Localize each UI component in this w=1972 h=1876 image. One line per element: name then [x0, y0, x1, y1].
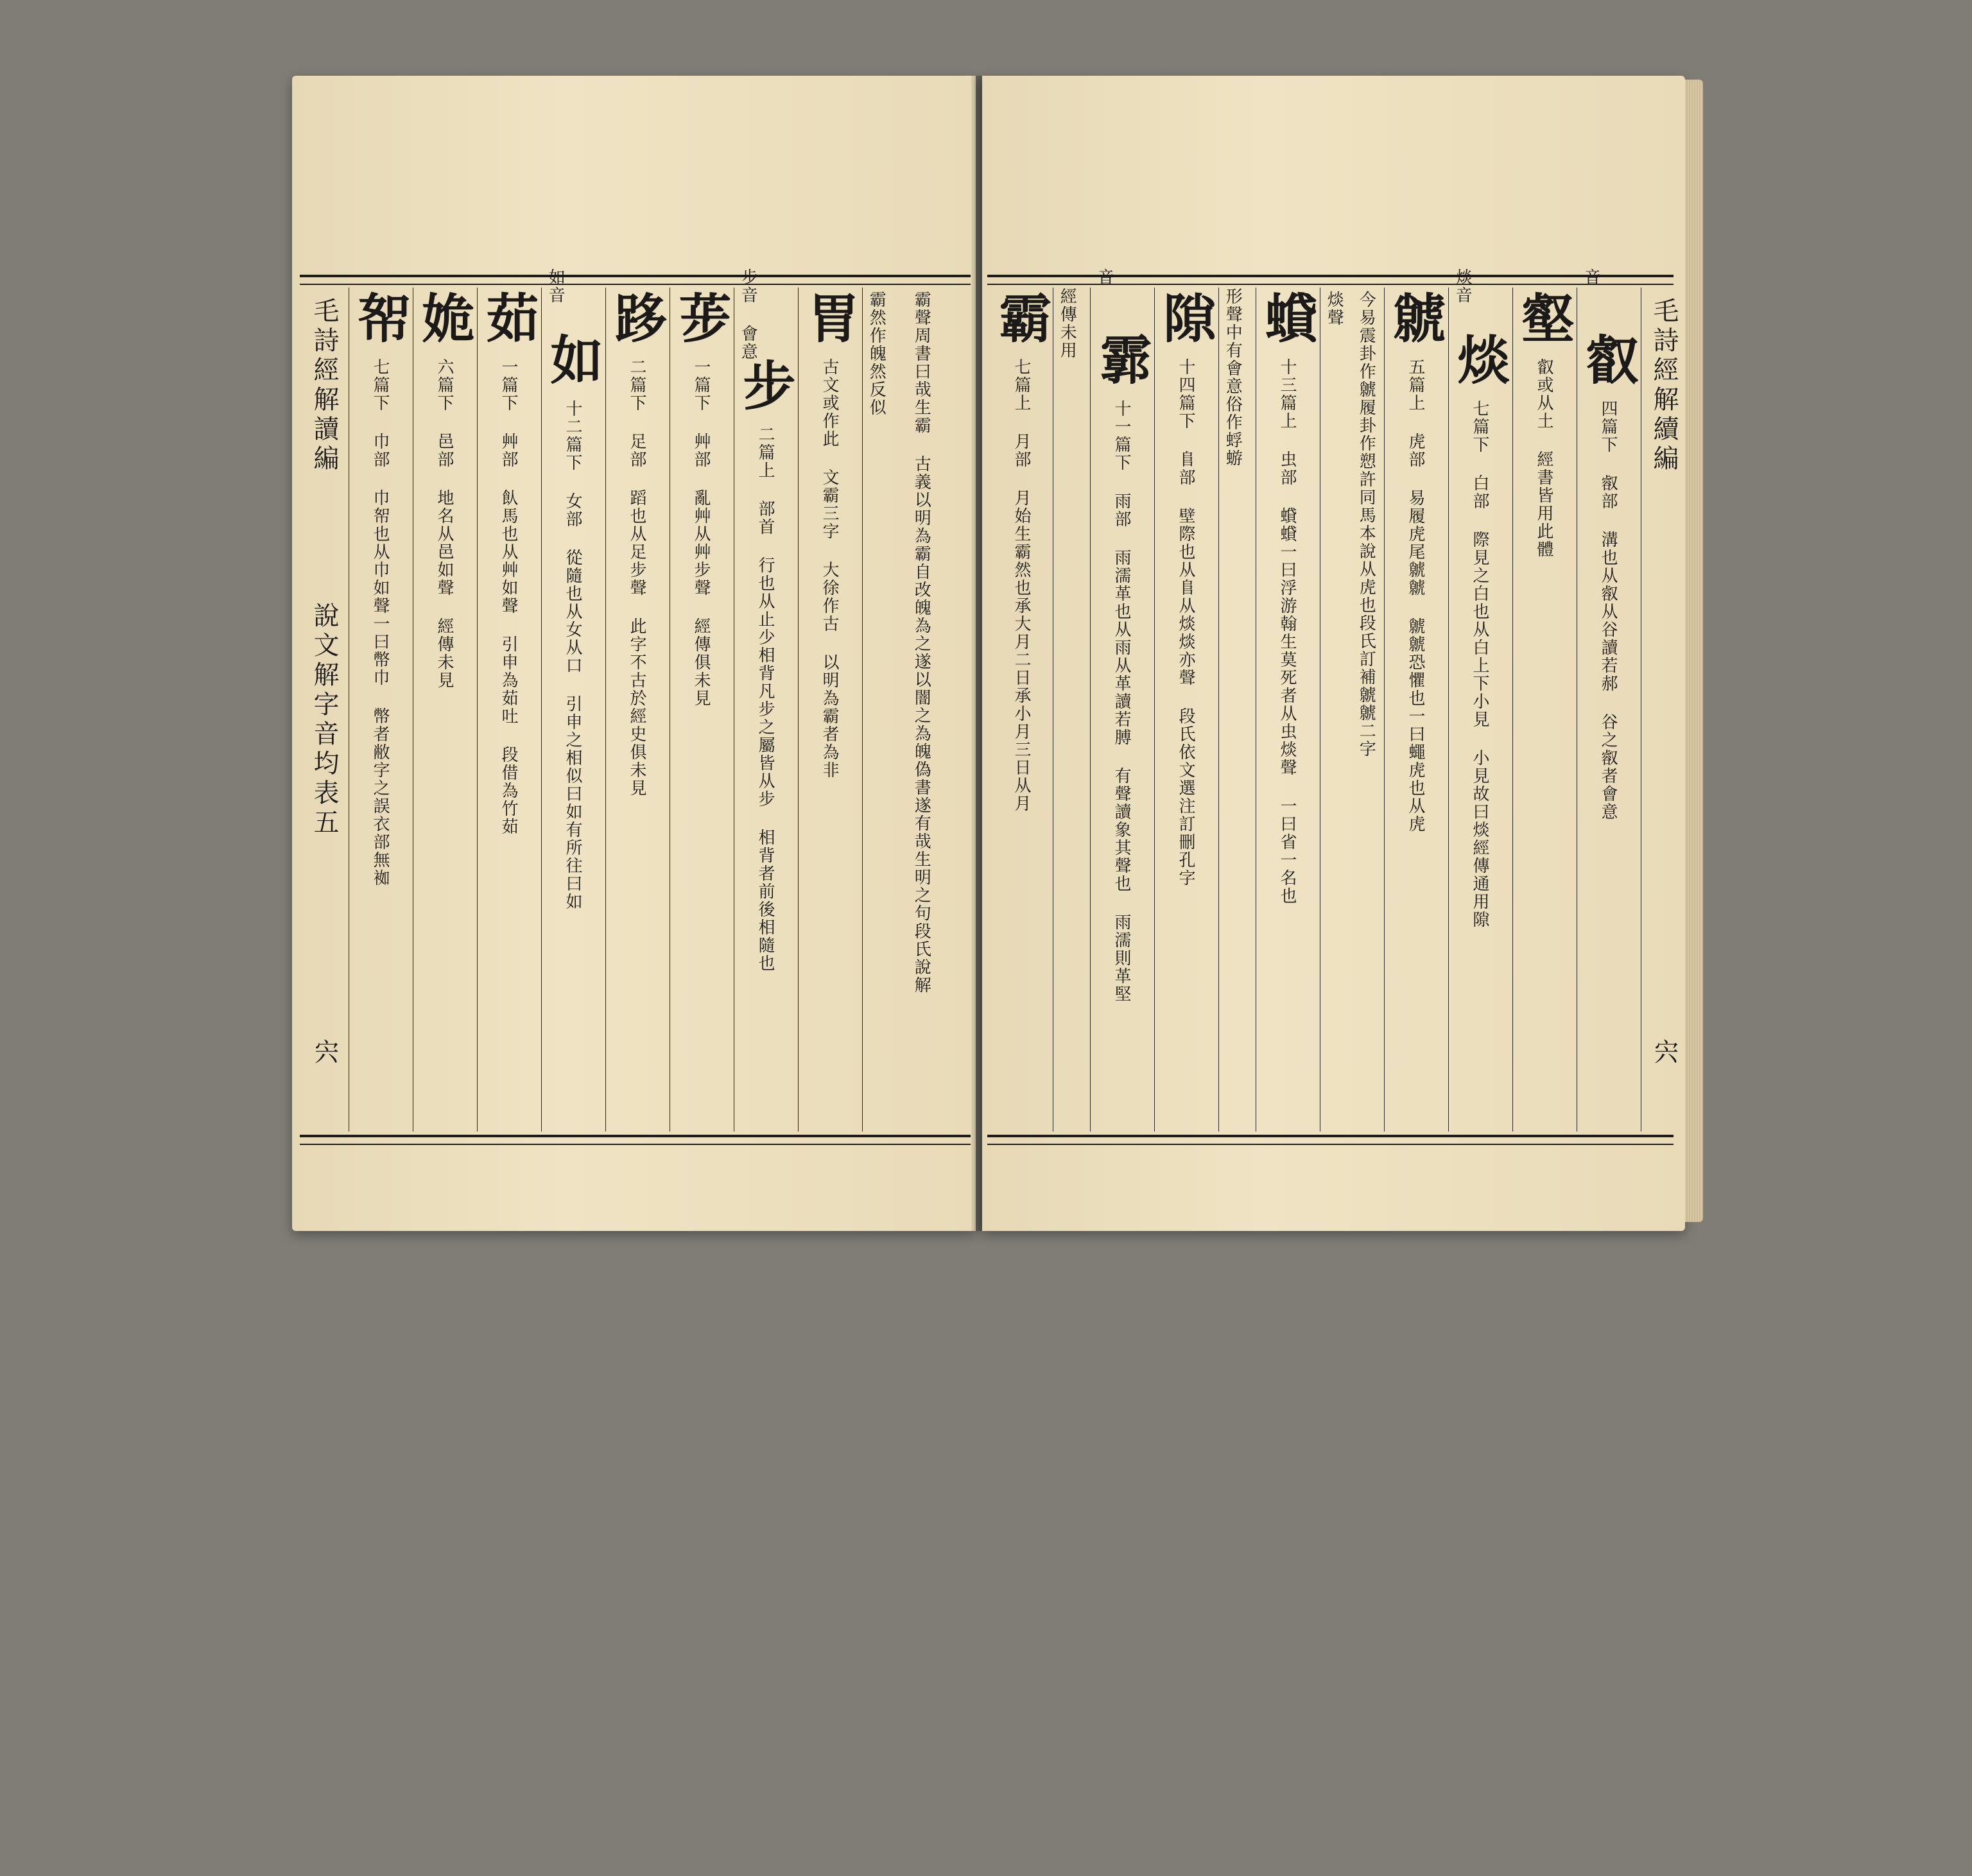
annotation: 十二篇下 女部 從隨也从女从口 引申之相似曰如有所往曰如	[563, 400, 582, 911]
top-frame-rule	[987, 275, 1674, 285]
column-rule	[541, 288, 542, 1132]
pronunciation-label: 㷋音	[1453, 268, 1473, 304]
text-column	[1325, 291, 1342, 1128]
annotation: 七篇下 巾部 巾帤也从巾如聲一曰幣巾 幣者敝字之誤衣部無袽	[370, 358, 390, 887]
right-page	[982, 76, 1685, 1231]
annotation: 十一篇下 雨部 雨濡革也从雨从革讀若膊 有聲讀象其聲也 雨濡則革堅	[1112, 400, 1131, 1003]
pronunciation-label: 㷋聲	[1324, 291, 1344, 327]
open-book	[292, 76, 1685, 1231]
text-column	[670, 291, 732, 1128]
headword: 帤	[349, 291, 411, 346]
annotation: 叡或从土 經書皆用此體	[1534, 358, 1553, 558]
pronunciation-label: 音	[1581, 268, 1601, 286]
margin-subtitle-text: 說文解字音均表五	[309, 602, 339, 838]
column-rule	[1384, 288, 1385, 1132]
annotation: 七篇下 白部 際見之白也从白上下小見 小見故曰㷋經傳通用隙	[1470, 400, 1489, 929]
headword: 霸	[990, 291, 1052, 346]
annotation: 霸聲周書曰哉生霸 古義以明為霸自改魄為之遂以闇之為魄偽書遂有哉生明之句段氏說解	[912, 291, 931, 994]
column-rule	[1512, 288, 1513, 1132]
annotation: 一篇下 艸部 亂艸从艸步聲 經傳俱未見	[691, 358, 711, 707]
annotation: 七篇上 月部 月始生霸然也承大月二日承小月三日从月	[1012, 358, 1031, 813]
column-rule	[1218, 288, 1219, 1132]
pronunciation-label: 形聲中有會意俗作蜉蝣	[1223, 288, 1243, 467]
margin-title	[1646, 297, 1682, 1135]
annotation: 一篇下 艸部 飤馬也从艸如聲 引申為茹吐 段借為竹茹	[499, 358, 518, 836]
text-column	[1058, 288, 1075, 1125]
left-page	[292, 76, 976, 1231]
annotation: 五篇上 虎部 易履虎尾虩虩 虩虩恐懼也一曰蠅虎也从虎	[1406, 358, 1425, 833]
folio-number	[306, 1038, 343, 1876]
column-rule	[477, 288, 478, 1132]
bottom-frame-rule	[300, 1135, 971, 1145]
text-column	[1385, 291, 1446, 1128]
column-rule	[605, 288, 606, 1132]
pronunciation-label: 音	[1094, 268, 1114, 286]
headword: 壑	[1513, 291, 1575, 346]
text-column	[1357, 291, 1374, 1128]
margin-title-text: 毛詩經解續編	[1649, 297, 1679, 474]
text-column	[734, 358, 796, 1196]
text-column	[1224, 288, 1241, 1125]
headword: 姽	[413, 291, 475, 346]
text-column	[1155, 291, 1216, 1128]
pronunciation-label: 如音	[546, 268, 566, 304]
text-column	[606, 291, 668, 1128]
text-column	[1513, 291, 1575, 1128]
annotation: 二篇上 部首 行也从止少相背凡步之屬皆从步 相背者前後相隨也	[756, 426, 775, 972]
headword: 霩	[1091, 332, 1152, 388]
text-column	[413, 291, 475, 1128]
text-column	[867, 291, 885, 1128]
headword: 荹	[670, 291, 732, 346]
headword: 叡	[1577, 332, 1639, 388]
pronunciation-label: 步音 會意	[738, 268, 758, 361]
headword: 隙	[1155, 291, 1216, 346]
column-rule	[1090, 288, 1091, 1132]
annotation: 霸然作魄然反似	[867, 291, 887, 417]
annotation: 古文或作此 文霸三字 大徐作古 以明為霸者為非	[820, 358, 839, 779]
headword: 步	[734, 358, 796, 413]
page-edges	[1685, 80, 1703, 1222]
text-column	[990, 291, 1052, 1128]
text-column	[1449, 332, 1510, 1170]
column-rule	[798, 288, 799, 1132]
annotation: 十四篇下 𨸏部 壁際也从𨸏从㷋㷋亦聲 段氏依文選注訂刪孔字	[1176, 358, 1195, 887]
column-rule	[862, 288, 863, 1132]
top-frame-rule	[300, 275, 971, 285]
text-column	[1091, 332, 1152, 1170]
text-column	[478, 291, 539, 1128]
text-column	[912, 291, 930, 1128]
annotation: 四篇下 㕡部 溝也从㕡从谷讀若郝 谷之㕡者會意	[1598, 400, 1618, 821]
headword: 如	[542, 332, 603, 388]
annotation: 二篇下 足部 蹈也从足步聲 此字不古於經史俱未見	[627, 358, 646, 797]
folio-number	[1646, 1038, 1682, 1876]
folio-text: 宍	[1649, 1038, 1679, 1068]
headword: 㷋	[1449, 332, 1510, 388]
annotation: 十三篇上 虫部 蟘蟘一曰浮游翰生莫死者从虫㷋聲 一曰省一名也	[1277, 358, 1297, 905]
bottom-frame-rule	[987, 1135, 1674, 1145]
text-column	[542, 332, 603, 1170]
annotation: 六篇下 邑部 地名从邑如聲 經傳未見	[435, 358, 454, 689]
headword: 胃	[799, 291, 860, 346]
headword: 茹	[478, 291, 539, 346]
text-column	[799, 291, 860, 1128]
column-rule	[1154, 288, 1155, 1132]
folio-text: 宍	[309, 1038, 339, 1068]
column-rule	[1448, 288, 1449, 1132]
headword: 虩	[1385, 291, 1446, 346]
annotation: 今易震卦作虩履卦作愬許同馬本說从虎也段氏訂補虩虩二字	[1356, 291, 1376, 758]
pronunciation-label: 經傳未用	[1057, 288, 1077, 359]
headword: 蟘	[1256, 291, 1318, 346]
headword: 跢	[606, 291, 668, 346]
text-column	[1577, 332, 1639, 1170]
margin-title-text: 毛詩經解讀編	[309, 297, 339, 474]
text-column	[349, 291, 411, 1128]
text-column	[1256, 291, 1318, 1128]
